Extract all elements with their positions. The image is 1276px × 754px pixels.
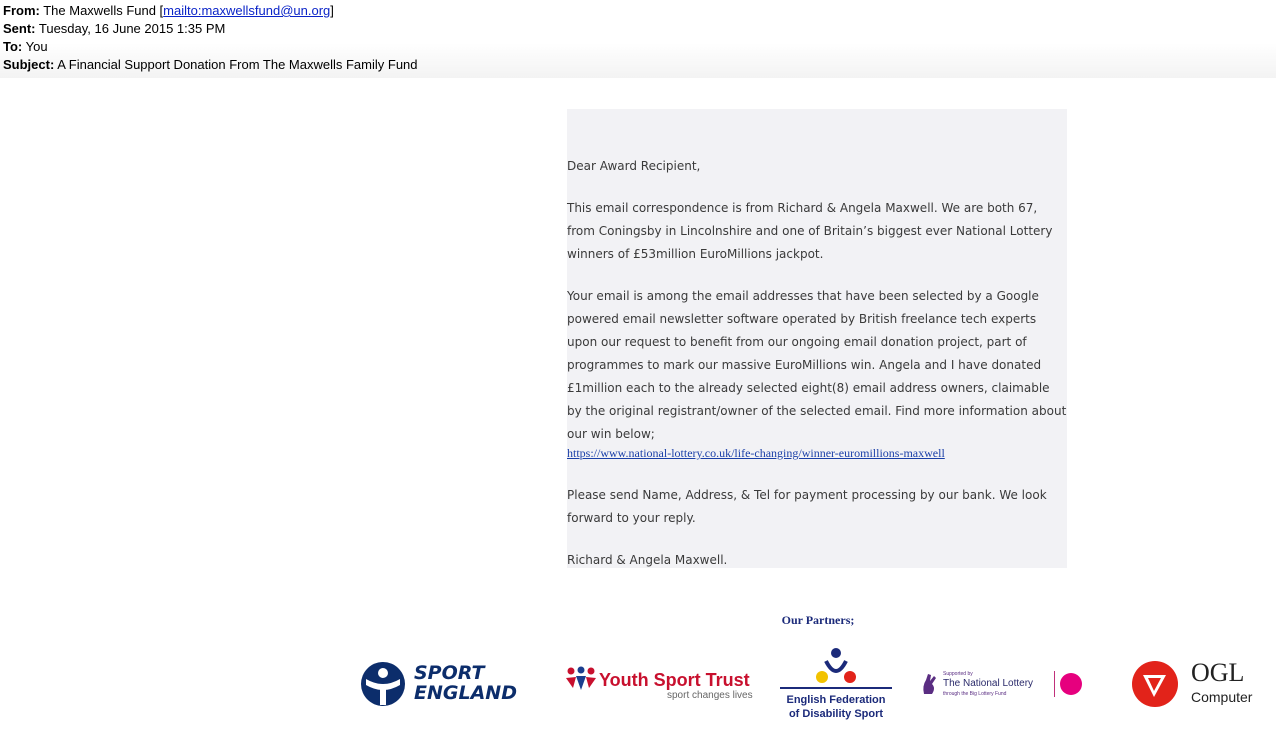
sport-england-logo xyxy=(358,659,518,709)
lottery-supported-text: Supported by xyxy=(943,671,973,677)
sport-england-text-1: SPORT xyxy=(414,662,485,684)
from-name: The Maxwells Fund [ xyxy=(43,3,164,18)
lottery-name-text: The National Lottery xyxy=(943,678,1034,689)
signature: Richard & Angela Maxwell. xyxy=(567,553,728,567)
efds-text-2: of Disability Sport xyxy=(788,708,884,720)
from-bracket: ] xyxy=(330,3,334,18)
big-lottery-fund-badge-icon xyxy=(1060,673,1082,695)
efds-text-1: English Federation xyxy=(786,694,886,706)
youth-sport-trust-logo xyxy=(565,664,753,704)
lottery-crossed-fingers-icon xyxy=(920,672,940,696)
to-value: You xyxy=(25,39,48,54)
youth-sport-trust-name: Youth Sport Trust xyxy=(599,670,750,690)
youth-sport-trust-tagline: sport changes lives xyxy=(667,690,753,701)
efds-logo xyxy=(780,645,892,725)
ogl-computer-logo xyxy=(1130,659,1270,711)
national-lottery-logo xyxy=(920,668,1085,702)
partners-title: Our Partners; xyxy=(781,613,855,627)
from-email-link[interactable]: mailto:maxwellsfund@un.org xyxy=(163,3,331,18)
greeting: Dear Award Recipient, xyxy=(567,159,701,173)
subject-label: Subject: xyxy=(3,57,55,72)
efds-emblem-icon xyxy=(806,645,866,687)
paragraph-1: This email correspondence is from Richard & Angela Maxwell. We are both 67, from Coningsby in Lincolnshire and one of Britain’s biggest ever National Lottery winners of £53million EuroMillions jackpot. xyxy=(567,201,1053,261)
paragraph-2: Your email is among the email addresses that have been selected by a Google powered email newsletter software operated by British freelance tech experts upon our request to benefit from our ongoing email donation project, part of programmes to mark our massive EuroMillions win. Angela and I have donated £1million each to the already selected eight(8) email address owners, claimable by the original registrant/owner of the selected email. Find more information about our win below; xyxy=(567,289,1067,441)
ogl-computer-text: Computer xyxy=(1191,689,1253,705)
youth-sport-trust-figures-icon xyxy=(565,666,597,694)
from-label: From: xyxy=(3,3,40,18)
subject-value: A Financial Support Donation From The Maxwells Family Fund xyxy=(57,57,418,72)
sport-england-text-2: ENGLAND xyxy=(414,682,517,704)
subject-row xyxy=(3,56,418,74)
sport-england-emblem-icon xyxy=(358,659,408,709)
lottery-sub-text: through the Big Lottery Fund xyxy=(943,691,1007,697)
ogl-text: OGL xyxy=(1191,658,1245,687)
from-row xyxy=(3,2,334,20)
sent-row xyxy=(3,20,225,38)
paragraph-3: Please send Name, Address, & Tel for payment processing by our bank. We look forward to your reply. xyxy=(567,488,1047,525)
to-label: To: xyxy=(3,39,23,54)
lottery-link[interactable]: https://www.national-lottery.co.uk/life-changing/winner-euromillions-maxwell xyxy=(567,446,945,460)
sent-label: Sent: xyxy=(3,21,36,36)
sent-value: Tuesday, 16 June 2015 1:35 PM xyxy=(38,21,226,36)
to-row xyxy=(3,38,48,56)
ogl-emblem-icon xyxy=(1130,659,1180,709)
